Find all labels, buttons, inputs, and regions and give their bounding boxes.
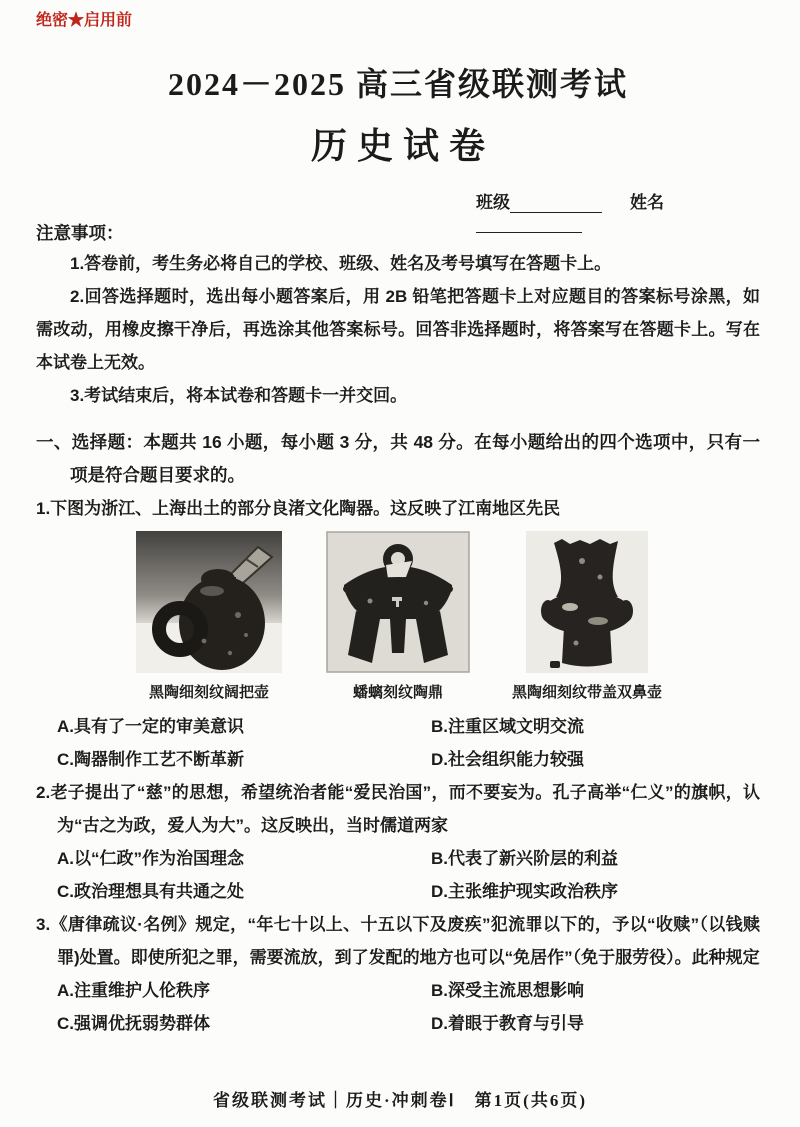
option-3a: A.注重维护人伦秩序 [57, 981, 210, 1000]
question-3-stem: 3.《唐律疏议·名例》规定，“年七十以上、十五以下及废疾”犯流罪以下的，予以“收赎”（以钱赎罪)处置。即使所犯之罪，需要流放，到了发配的地方也可以“免居作”（免于服劳役）。此种规定 [36, 915, 760, 967]
question-1-options [36, 710, 760, 776]
notice-item-1: 1.答卷前，考生务必将自己的学校、班级、姓名及考号填写在答题卡上。 [70, 254, 612, 273]
figure-black-pottery-handled-pot [134, 531, 284, 702]
notice-item-2: 2.回答选择题时，选出每小题答案后，用 2B 铅笔把答题卡上对应题目的答案标号涂黑，如需改动，用橡皮擦干净后，再选涂其他答案标号。回答非选择题时，将答案写在答题卡上。写在本试卷上无效。 [36, 287, 760, 372]
figure-double-nose-vase [512, 531, 662, 702]
option-3b: B.深受主流思想影响 [431, 981, 584, 1000]
figure-tripod-ding [326, 531, 470, 702]
security-classification-label: 绝密★启用前 [36, 12, 133, 29]
option-2a: A.以“仁政”作为治国理念 [57, 849, 244, 868]
question-1-figures-row [36, 531, 760, 702]
class-label: 班级 [476, 193, 510, 212]
option-3c: C.强调优抚弱势群体 [57, 1014, 210, 1033]
figure-caption: 黑陶细刻纹阔把壶 [148, 684, 269, 701]
option-1a: A.具有了一定的审美意识 [57, 717, 244, 736]
option-1b: B.注重区域文明交流 [431, 717, 584, 736]
question-1-stem: 1.下图为浙江、上海出土的部分良渚文化陶器。这反映了江南地区先民 [36, 499, 561, 518]
option-2d: D.主张维护现实政治秩序 [431, 882, 618, 901]
section-heading-multiple-choice: 一、选择题：本题共 16 小题，每小题 3 分，共 48 分。在每小题给出的四个选项中，只有一项是符合题目要求的。 [36, 432, 760, 485]
pottery-vase-image [526, 531, 648, 673]
student-id-row [476, 188, 760, 212]
notice-item-3: 3.考试结束后，将本试卷和答题卡一并交回。 [70, 386, 408, 405]
option-2b: B.代表了新兴阶层的利益 [431, 849, 618, 868]
question-2-stem: 2.老子提出了“慈”的思想，希望统治者能“爱民治国”，而不要妄为。孔子高举“仁义”的旗帜，认为“古之为政，爱人为大”。这反映出，当时儒道两家 [36, 783, 760, 835]
subject-title: 历史试卷 [310, 126, 495, 166]
class-blank-line [510, 194, 602, 213]
name-blank-line [476, 214, 582, 233]
option-1c: C.陶器制作工艺不断革新 [57, 750, 244, 769]
figure-caption: 蟠螭刻纹陶鼎 [352, 684, 443, 701]
exam-title: 2024－2025 高三省级联测考试 [167, 66, 628, 102]
pottery-ding-image [326, 531, 470, 673]
page-footer: 省级联测考试｜历史·冲刺卷Ⅰ 第1页(共6页) [212, 1091, 587, 1110]
question-3-options [36, 974, 760, 1040]
option-2c: C.政治理想具有共通之处 [57, 882, 244, 901]
figure-caption: 黑陶细刻纹带盖双鼻壶 [511, 684, 662, 701]
option-3d: D.着眼于教育与引导 [431, 1014, 584, 1033]
name-label: 姓名 [630, 193, 664, 212]
question-2-options [36, 842, 760, 908]
notice-heading: 注意事项： [36, 223, 124, 243]
pottery-jug-image [134, 531, 284, 673]
option-1d: D.社会组织能力较强 [431, 750, 584, 769]
